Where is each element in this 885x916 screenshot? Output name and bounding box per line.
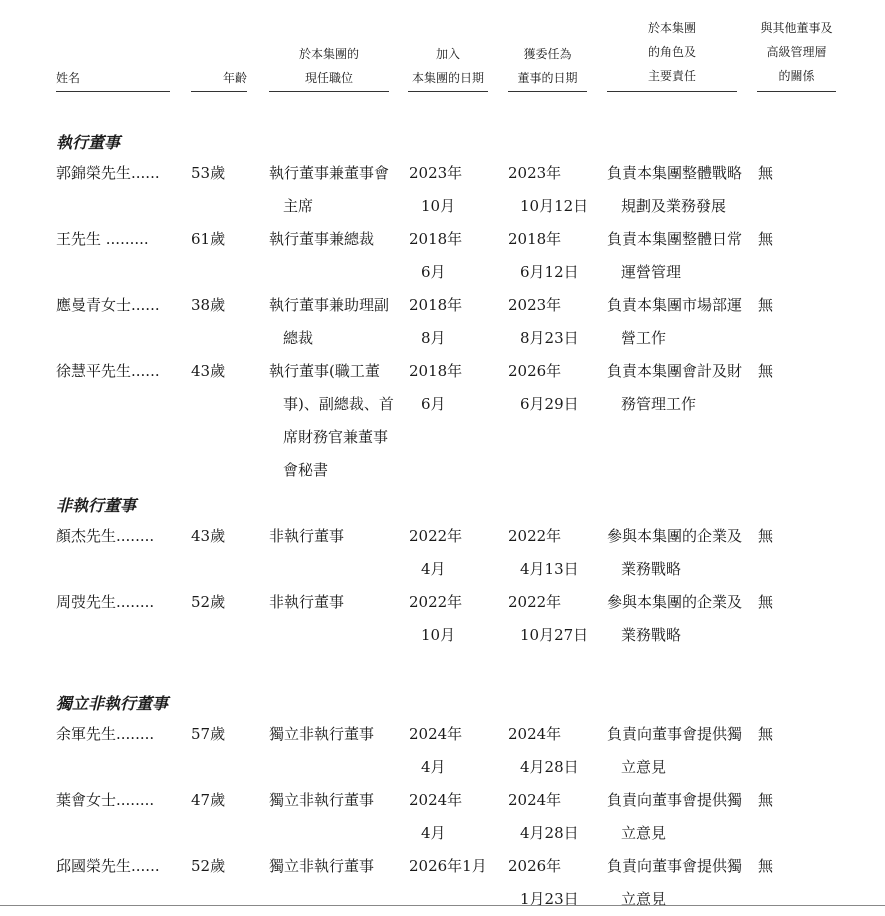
director-position-line: 執行董事兼董事會: [269, 164, 390, 182]
director-role-line: 負責本集團市場部運: [607, 296, 743, 314]
appointment-date-line: 2026年: [508, 857, 562, 875]
director-name-line: 應曼青女士......: [56, 296, 160, 314]
director-role-line: 立意見: [621, 758, 667, 776]
header-role: [607, 16, 737, 88]
director-age-line: 43歲: [191, 362, 226, 380]
director-age: [191, 223, 225, 256]
director-role-line: 負責向董事會提供獨: [607, 725, 743, 743]
join-date: [409, 520, 462, 586]
header-name: [56, 66, 170, 90]
join-date-line: 10月: [421, 626, 456, 644]
director-position-line: 總裁: [283, 329, 314, 347]
join-date-line: 2023年: [409, 164, 463, 182]
director-role-line: 參與本集團的企業及: [607, 527, 743, 545]
director-relationship-line: 無: [758, 593, 774, 611]
director-relationship: [758, 289, 773, 322]
join-date-line: 2026年1月: [409, 857, 487, 875]
join-date-line: 6月: [421, 395, 446, 413]
header-line: 高級管理層: [766, 45, 827, 59]
director-name-line: 徐慧平先生......: [56, 362, 160, 380]
director-name: [56, 850, 160, 883]
header-underline-join-date: [408, 91, 488, 92]
director-position: [269, 718, 374, 751]
director-name: [56, 289, 160, 322]
director-role: [607, 355, 742, 421]
join-date: [409, 355, 462, 421]
director-relationship: [758, 718, 773, 751]
header-relationship: [757, 16, 836, 88]
join-date: [409, 850, 487, 883]
join-date-line: 2018年: [409, 296, 463, 314]
appointment-date: [508, 718, 579, 784]
director-name: [56, 223, 149, 256]
director-name-line: 葉會女士........: [56, 791, 155, 809]
director-role-line: 負責本集團會計及財: [607, 362, 743, 380]
director-position-line: 事)、副總裁、首: [283, 395, 394, 413]
director-role: [607, 157, 742, 223]
header-underline-role: [607, 91, 737, 92]
director-position-line: 非執行董事: [269, 527, 345, 545]
appointment-date: [508, 850, 579, 916]
join-date: [409, 157, 462, 223]
director-position-line: 獨立非執行董事: [269, 791, 375, 809]
appointment-date: [508, 157, 588, 223]
director-relationship-line: 無: [758, 164, 774, 182]
director-age: [191, 289, 225, 322]
join-date: [409, 718, 462, 784]
director-name-line: 王先生 .........: [56, 230, 149, 248]
director-position-line: 獨立非執行董事: [269, 725, 375, 743]
director-relationship-line: 無: [758, 791, 774, 809]
director-name: [56, 157, 160, 190]
director-position-line: 主席: [283, 197, 314, 215]
section-title-executive: 執行董事: [56, 133, 121, 152]
director-role-line: 負責向董事會提供獨: [607, 791, 743, 809]
director-age: [191, 355, 225, 388]
header-line: 的角色及: [647, 45, 696, 59]
director-position-line: 會秘書: [283, 461, 329, 479]
director-role: [607, 850, 742, 916]
appointment-date: [508, 223, 579, 289]
join-date-line: 2022年: [409, 593, 463, 611]
director-position-line: 獨立非執行董事: [269, 857, 375, 875]
join-date-line: 4月: [421, 560, 446, 578]
director-position: [269, 520, 344, 553]
director-position: [269, 157, 389, 223]
director-relationship-line: 無: [758, 362, 774, 380]
director-name-line: 邱國榮先生......: [56, 857, 160, 875]
join-date-line: 2024年: [409, 791, 463, 809]
header-line: 本集團的日期: [411, 71, 484, 85]
director-role-line: 運營管理: [621, 263, 682, 281]
director-position-line: 非執行董事: [269, 593, 345, 611]
appointment-date-line: 10月27日: [520, 626, 589, 644]
header-line: 年齡: [222, 71, 247, 85]
join-date-line: 2018年: [409, 362, 463, 380]
director-role: [607, 718, 742, 784]
director-role: [607, 586, 742, 652]
director-role-line: 立意見: [621, 890, 667, 908]
join-date-line: 4月: [421, 824, 446, 842]
header-line: 主要責任: [647, 69, 696, 83]
join-date: [409, 784, 462, 850]
join-date-line: 2022年: [409, 527, 463, 545]
appointment-date-line: 2024年: [508, 791, 562, 809]
header-line: 加入: [435, 47, 460, 61]
appointment-date-line: 4月28日: [520, 824, 579, 842]
director-relationship: [758, 355, 773, 388]
director-relationship: [758, 586, 773, 619]
director-age: [191, 718, 225, 751]
director-relationship: [758, 223, 773, 256]
director-age-line: 61歲: [191, 230, 226, 248]
header-line: 獲委任為: [523, 47, 572, 61]
director-relationship-line: 無: [758, 296, 774, 314]
join-date: [409, 586, 462, 652]
join-date-line: 2024年: [409, 725, 463, 743]
director-name-line: 顏杰先生........: [56, 527, 155, 545]
director-position-line: 執行董事兼總裁: [269, 230, 375, 248]
join-date-line: 6月: [421, 263, 446, 281]
director-position: [269, 223, 374, 256]
director-position-line: 席財務官兼董事: [283, 428, 389, 446]
header-line: 於本集團: [647, 21, 696, 35]
director-role-line: 營工作: [621, 329, 667, 347]
director-relationship: [758, 850, 773, 883]
join-date: [409, 223, 462, 289]
director-role-line: 業務戰略: [621, 560, 682, 578]
director-position: [269, 850, 374, 883]
appointment-date-line: 2023年: [508, 296, 562, 314]
director-relationship-line: 無: [758, 230, 774, 248]
header-join-date: [408, 42, 488, 90]
director-relationship-line: 無: [758, 857, 774, 875]
appointment-date: [508, 355, 579, 421]
join-date-line: 8月: [421, 329, 446, 347]
director-role-line: 規劃及業務發展: [621, 197, 727, 215]
director-age-line: 52歲: [191, 857, 226, 875]
director-name-line: 余軍先生........: [56, 725, 155, 743]
director-age-line: 47歲: [191, 791, 226, 809]
director-relationship: [758, 784, 773, 817]
director-role-line: 務管理工作: [621, 395, 697, 413]
director-position: [269, 289, 389, 355]
header-underline-name: [56, 91, 170, 92]
director-role-line: 立意見: [621, 824, 667, 842]
director-position: [269, 355, 394, 487]
director-position: [269, 586, 344, 619]
join-date-line: 10月: [421, 197, 456, 215]
section-title-independent: 獨立非執行董事: [56, 694, 169, 713]
header-underline-position: [269, 91, 389, 92]
director-name: [56, 520, 154, 553]
director-role: [607, 784, 742, 850]
appointment-date-line: 2022年: [508, 593, 562, 611]
join-date-line: 4月: [421, 758, 446, 776]
appointment-date-line: 2026年: [508, 362, 562, 380]
director-age: [191, 520, 225, 553]
director-age: [191, 784, 225, 817]
director-role-line: 負責本集團整體日常: [607, 230, 743, 248]
appointment-date-line: 1月23日: [520, 890, 579, 908]
header-line: 的關係: [778, 69, 815, 83]
header-underline-appointment-date: [508, 91, 587, 92]
appointment-date-line: 6月12日: [520, 263, 579, 281]
appointment-date-line: 2023年: [508, 164, 562, 182]
appointment-date: [508, 784, 579, 850]
appointment-date-line: 10月12日: [520, 197, 589, 215]
header-line: 於本集團的: [298, 47, 359, 61]
header-underline-relationship: [757, 91, 836, 92]
header-line: 現任職位: [304, 71, 353, 85]
director-age-line: 57歲: [191, 725, 226, 743]
appointment-date-line: 4月28日: [520, 758, 579, 776]
appointment-date-line: 6月29日: [520, 395, 579, 413]
director-role-line: 負責向董事會提供獨: [607, 857, 743, 875]
appointment-date: [508, 289, 579, 355]
director-relationship: [758, 520, 773, 553]
header-underline-age: [191, 91, 247, 92]
director-age-line: 53歲: [191, 164, 226, 182]
appointment-date: [508, 520, 579, 586]
director-role-line: 負責本集團整體戰略: [607, 164, 743, 182]
director-name: [56, 718, 154, 751]
appointment-date-line: 8月23日: [520, 329, 579, 347]
director-age-line: 52歲: [191, 593, 226, 611]
director-position: [269, 784, 374, 817]
director-name: [56, 784, 154, 817]
join-date: [409, 289, 462, 355]
header-line: 姓名: [56, 71, 81, 85]
header-line: 董事的日期: [517, 71, 578, 85]
appointment-date-line: 2018年: [508, 230, 562, 248]
header-age: [191, 66, 247, 90]
director-name-line: 周弢先生........: [56, 593, 155, 611]
director-position-line: 執行董事兼助理副: [269, 296, 390, 314]
director-role-line: 業務戰略: [621, 626, 682, 644]
join-date-line: 2018年: [409, 230, 463, 248]
director-relationship: [758, 157, 773, 190]
director-position-line: 執行董事(職工董: [269, 362, 380, 380]
header-appointment-date: [508, 42, 587, 90]
header-position: [269, 42, 389, 90]
director-relationship-line: 無: [758, 527, 774, 545]
director-age: [191, 850, 225, 883]
director-name: [56, 355, 160, 388]
director-age-line: 38歲: [191, 296, 226, 314]
director-age-line: 43歲: [191, 527, 226, 545]
appointment-date-line: 2024年: [508, 725, 562, 743]
appointment-date-line: 2022年: [508, 527, 562, 545]
header-line: 與其他董事及: [760, 21, 833, 35]
director-relationship-line: 無: [758, 725, 774, 743]
appointment-date-line: 4月13日: [520, 560, 579, 578]
director-role: [607, 520, 742, 586]
director-name-line: 郭錦榮先生......: [56, 164, 160, 182]
director-age: [191, 586, 225, 619]
director-role-line: 參與本集團的企業及: [607, 593, 743, 611]
director-role: [607, 223, 742, 289]
section-title-non-executive: 非執行董事: [56, 496, 137, 515]
director-name: [56, 586, 154, 619]
director-role: [607, 289, 742, 355]
director-age: [191, 157, 225, 190]
appointment-date: [508, 586, 588, 652]
